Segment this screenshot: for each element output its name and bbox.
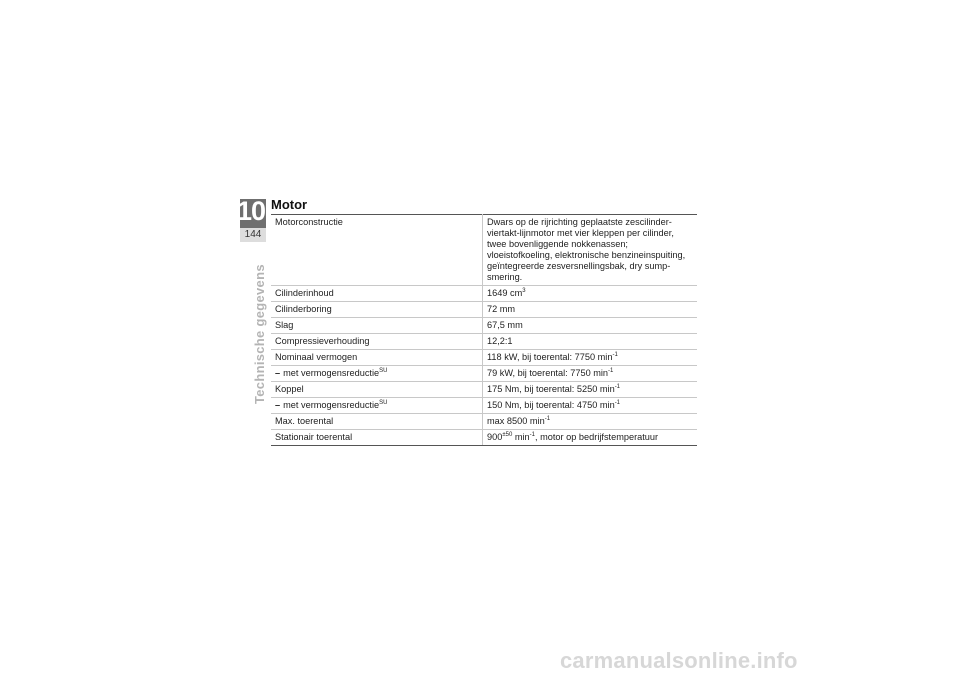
row-label: Slag <box>271 318 483 334</box>
watermark: carmanualsonline.info <box>560 648 798 673</box>
row-label: – met vermogensreductie$^{SU}$ <box>271 366 483 382</box>
row-value: 118 kW, bij toerental: 7750 $\min^{-1}$ <box>483 350 698 366</box>
table-row <box>271 414 697 430</box>
row-label: Compressieverhouding <box>271 334 483 350</box>
row-label: Cilinderinhoud <box>271 286 483 302</box>
table-row <box>271 350 697 366</box>
row-value: 1649 $cm^3$ <box>483 286 698 302</box>
row-value: Dwars op de rijrichting geplaatste zescilinder-viertakt-lijnmotor met vier kleppen per cilinder, twee bovenliggende nokkenassen; vloeistofkoeling, elektronische benzineinspuiting, geïntegreerde zesversnellingsbak, dry sump-smering. <box>483 215 698 286</box>
row-label: Cilinderboring <box>271 302 483 318</box>
table-row <box>271 318 697 334</box>
row-value: $900^{\pm 50}$ $\min^{-1}$, motor op bedrijfstemperatuur <box>483 430 698 446</box>
table-row <box>271 286 697 302</box>
row-value: 79 kW, bij toerental: 7750 $\min^{-1}$ <box>483 366 698 382</box>
row-label: Stationair toerental <box>271 430 483 446</box>
table-row <box>271 398 697 414</box>
row-value: 12,2:1 <box>483 334 698 350</box>
row-value: max 8500 $\min^{-1}$ <box>483 414 698 430</box>
row-label: – met vermogensreductie$^{SU}$ <box>271 398 483 414</box>
row-value: 67,5 mm <box>483 318 698 334</box>
table-row <box>271 366 697 382</box>
table-row <box>271 215 697 286</box>
table-row <box>271 382 697 398</box>
table-row <box>271 334 697 350</box>
row-label: Max. toerental <box>271 414 483 430</box>
page-title: Motor <box>271 197 308 212</box>
spec-table <box>271 214 697 446</box>
row-label: Motorconstructie <box>271 215 483 286</box>
table-row <box>271 430 697 446</box>
chapter-number: 10 <box>237 196 266 226</box>
row-value: 150 Nm, bij toerental: 4750 $\min^{-1}$ <box>483 398 698 414</box>
table-row <box>271 302 697 318</box>
row-label: Koppel <box>271 382 483 398</box>
row-label: Nominaal vermogen <box>271 350 483 366</box>
section-label: Technische gegevens <box>252 264 267 404</box>
page-number: 144 <box>240 228 266 242</box>
row-value: 175 Nm, bij toerental: 5250 $\min^{-1}$ <box>483 382 698 398</box>
row-value: 72 mm <box>483 302 698 318</box>
